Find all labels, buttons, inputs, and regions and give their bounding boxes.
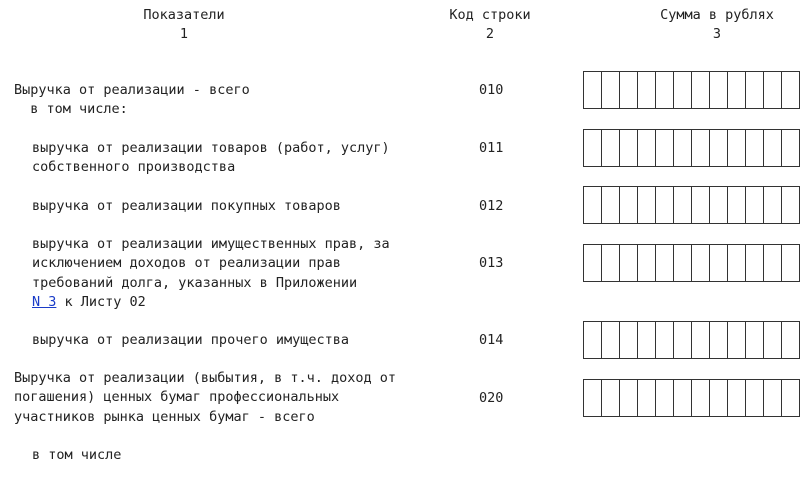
- row-014-label: [32, 331, 349, 350]
- column-header-indicators-label: Показатели: [143, 7, 225, 23]
- amount-input-020[interactable]: [583, 379, 800, 417]
- row-code-010: 010: [479, 82, 504, 98]
- column-number-2: 2: [485, 26, 495, 42]
- in-that-number-label: в том числе: [32, 447, 122, 463]
- row-012-label: [32, 197, 341, 216]
- amount-input-013[interactable]: [583, 244, 800, 282]
- row-code-013: 013: [479, 255, 504, 271]
- column-header-code: [430, 6, 550, 44]
- row-code-012: 012: [479, 198, 504, 214]
- amount-input-011[interactable]: [583, 129, 800, 167]
- amount-input-010[interactable]: [583, 71, 800, 109]
- row-013-line-3: требований долга, указанных в Приложении: [32, 274, 358, 291]
- amount-input-014[interactable]: [583, 321, 800, 359]
- row-020-line-1: Выручка от реализации (выбытия, в т.ч. доход от: [14, 370, 397, 386]
- row-013-line-2: исключением доходов от реализации прав: [32, 255, 341, 272]
- annex-3-link[interactable]: N 3: [32, 294, 57, 311]
- row-code-014: 014: [479, 332, 504, 348]
- row-020-line-3: участников рынка ценных бумаг - всего: [14, 408, 315, 425]
- row-014-line-1: выручка от реализации прочего имущества: [32, 332, 349, 348]
- column-header-sum: [632, 6, 800, 44]
- row-011-line-2: собственного производства: [32, 159, 236, 176]
- row-013-line-1: выручка от реализации имущественных прав, за: [32, 236, 390, 252]
- column-number-3: 3: [712, 26, 722, 42]
- column-header-indicators: [124, 6, 244, 44]
- row-010-label: [14, 81, 250, 120]
- row-011-line-1: выручка от реализации товаров (работ, услуг): [32, 140, 390, 156]
- row-012-line-1: выручка от реализации покупных товаров: [32, 198, 341, 214]
- column-header-sum-label: Сумма в рублях: [660, 7, 774, 23]
- row-010-line-2: в том числе:: [14, 101, 128, 118]
- row-013-label: [32, 235, 390, 313]
- row-code-020: 020: [479, 390, 504, 406]
- row-010-line-1: Выручка от реализации - всего: [14, 82, 250, 98]
- column-number-1: 1: [179, 26, 189, 42]
- amount-input-012[interactable]: [583, 186, 800, 224]
- row-code-011: 011: [479, 140, 504, 156]
- row-011-label: [32, 139, 390, 178]
- column-header-code-label: Код строки: [449, 7, 531, 23]
- row-020-label: [14, 369, 396, 427]
- row-020-line-2: погашения) ценных бумаг профессиональных: [14, 389, 340, 406]
- row-013-line-4-rest: к Листу 02: [56, 294, 146, 311]
